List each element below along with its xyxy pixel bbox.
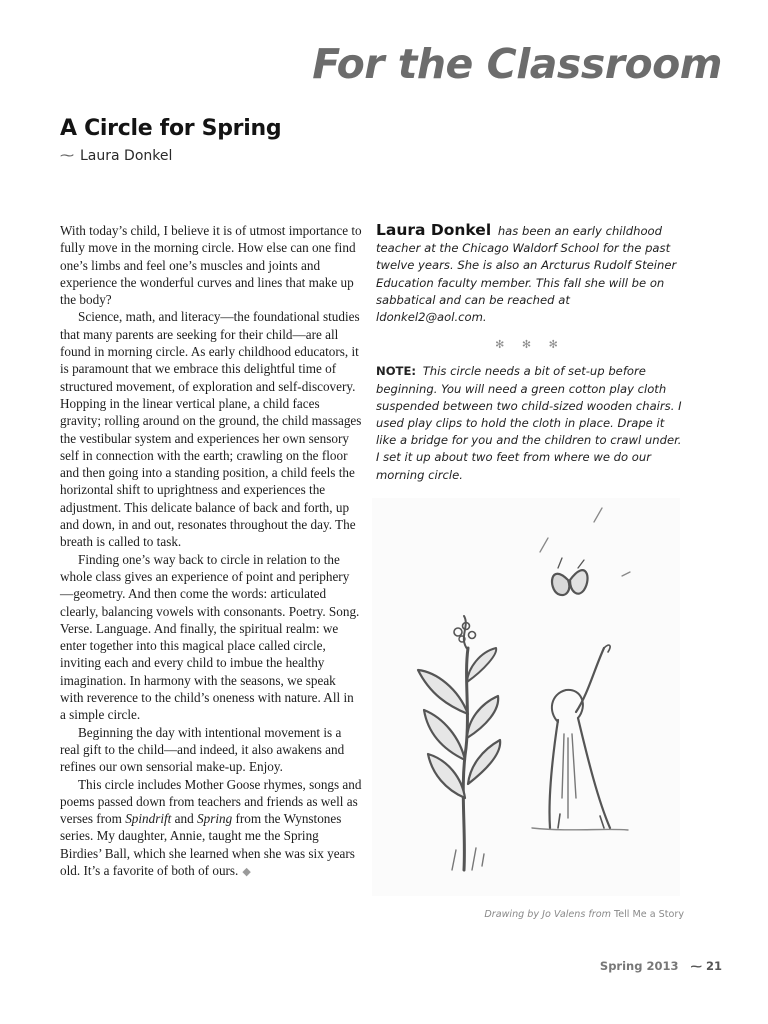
illustration [372, 498, 680, 896]
article-body [60, 222, 362, 881]
author-bio [376, 222, 684, 326]
section-title: For the Classroom [312, 40, 722, 88]
byline [60, 148, 172, 164]
bio-author-name: Laura Donkel [376, 221, 492, 239]
setup-note [376, 363, 684, 483]
pencil-drawing [372, 498, 680, 896]
author-name: Laura Donkel [80, 148, 173, 164]
sparkle-icon [540, 508, 630, 576]
note-label: NOTE: [376, 364, 417, 379]
asterism-separator: ✻ ✻ ✻ [495, 338, 565, 352]
flowering-plant-icon [418, 616, 500, 870]
body-paragraph [60, 222, 362, 308]
italic-title: Spring [197, 811, 233, 827]
paragraph-text: and [171, 811, 197, 827]
bio-text: has been an early childhood teacher at the Chicago Waldorf School for the past twelve years. She is also an Arcturus Rudolf Steiner Education faculty member. This fall she will be on sabbatical and can be reached at ldonkel2@aol.com. [376, 224, 677, 325]
paragraph-text: This circle includes Mother Goose rhymes, songs and poems passed down from teachers and friends as well as verses from [60, 776, 362, 827]
italic-title: Spindrift [125, 811, 172, 827]
paragraph-text: Science, math, and literacy—the foundational studies that many parents are seeking for their child—are all found in morning circle. As early childhood educators, it is paramount that we embrace this delightful time of structured movement, of exploration and self-discovery. Hopping in the linear vertical plane, a child faces gravity; rolling around on the ground, the child massages the vestibular system and experiences her own sensory self in connection with the earth; crawling on the floor and then going into a standing position, a child feels the horizontal shift to uprightness and experiences the adjustment. This delicate balance of back and forth, up and down, in and out, resonates throughout the day. The breath is called to task. [60, 309, 362, 550]
note-text: This circle needs a bit of set-up before beginning. You will need a green cotton play cloth suspended between two child-sized wooden chairs. I used play clips to hold the cloth in place. Drape it like a bridge for you and the children to crawl under. I set it up about two feet from where we do our morning circle. [376, 364, 682, 482]
issue-label: Spring 2013 [599, 959, 679, 973]
article-title: A Circle for Spring [60, 116, 282, 141]
paragraph-text: With today’s child, I believe it is of utmost importance to fully move in the morning circle. How else can one find one’s limbs and feel one’s muscles and joints and experience the wonderful curves and lines that make up the body? [60, 223, 362, 308]
caption-book-title: Tell Me a Story [613, 909, 684, 920]
illustration-caption [484, 909, 684, 920]
byline-dash: ⁓ [60, 148, 74, 164]
paragraph-text: Finding one’s way back to circle in relation to the whole class gives an experience of point and periphery—geometry. And then come the words: articulated clearly, balancing vowels with consonants. Poetry. Song. Verse. Language. And finally, the spiritual realm: we enter together into this magical place called circle, inviting each and every child to imbue the healthy imagination. In harmony with the seasons, we speak with reverence to the child’s oneness with nature. All in a simple circle. [60, 551, 360, 723]
caption-prefix: Drawing by Jo Valens from [484, 909, 614, 920]
body-paragraph [60, 551, 362, 724]
end-of-article-mark: ◆ [242, 865, 251, 878]
child-figure-icon [532, 645, 628, 830]
page-footer [600, 959, 722, 973]
body-paragraph [60, 724, 362, 776]
sidebar [376, 222, 684, 484]
paragraph-text: Beginning the day with intentional movement is a real gift to the child—and indeed, it also awakens and refines our own sensorial make-up. Enjoy. [60, 724, 345, 775]
paragraph-text: from the Wynstones series. My daughter, Annie, taught me the Spring Birdies’ Ball, which she learned when she was six years old. It’s a favorite of both of ours. [60, 811, 355, 878]
body-paragraph [60, 308, 362, 550]
page-number: ⁓ 21 [690, 959, 722, 973]
butterfly-icon [552, 558, 588, 595]
body-paragraph [60, 776, 362, 882]
